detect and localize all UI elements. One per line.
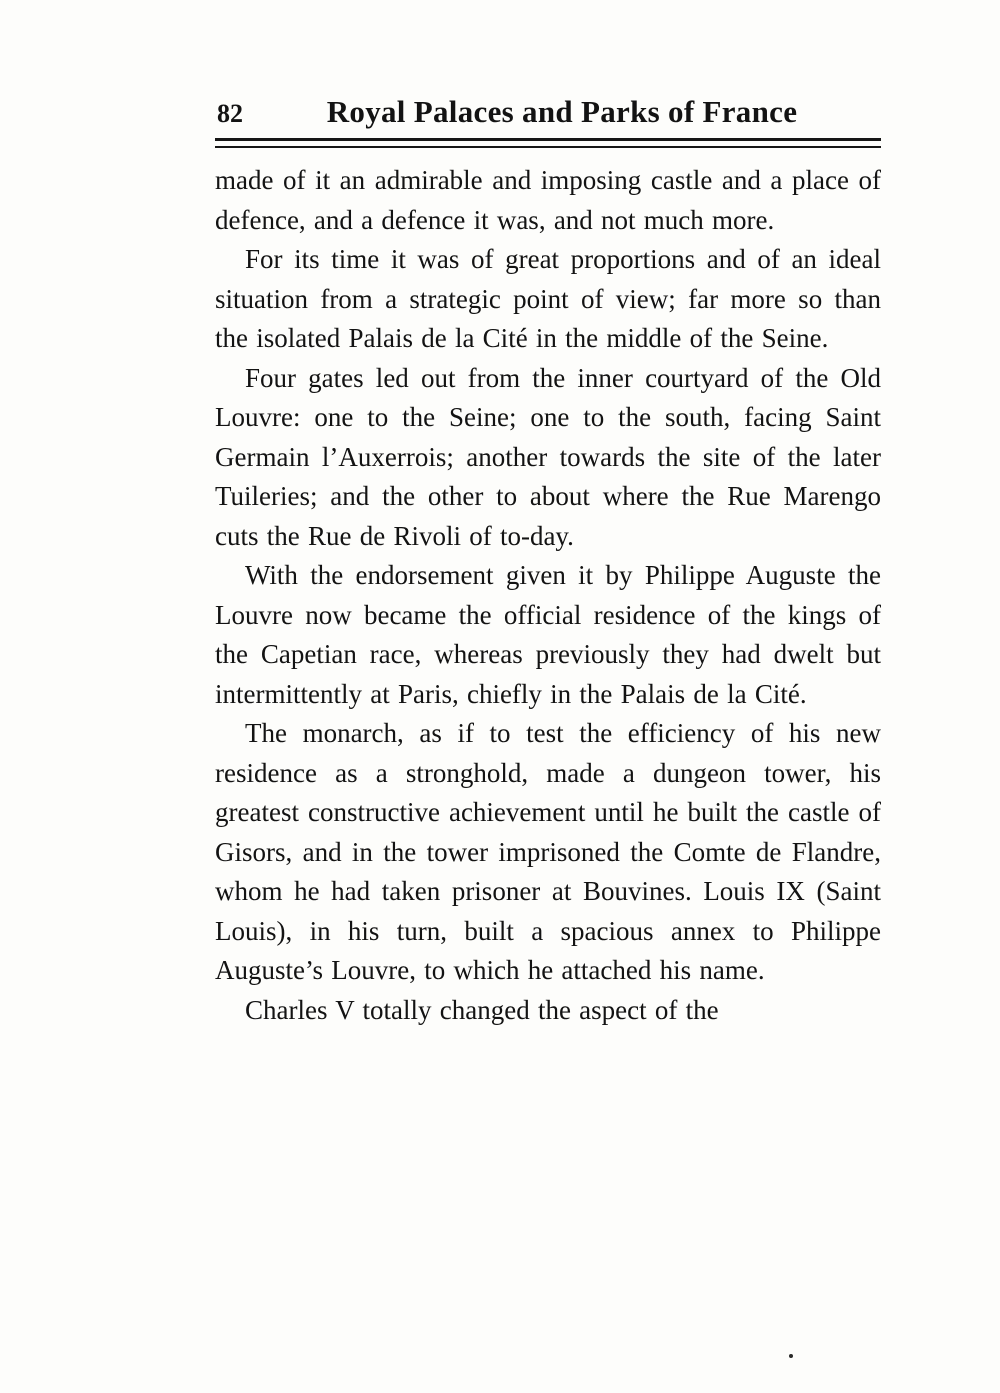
page-header bbox=[215, 94, 881, 130]
paragraph: Four gates led out from the inner courtyard of the Old Louvre: one to the Seine; one to the south, facing Saint Germain l’Auxerrois; another towards the site of the later Tuileries; and the other to about where the Rue Marengo cuts the Rue de Rivoli of to-day. bbox=[215, 362, 881, 551]
page-body bbox=[215, 161, 881, 1030]
paragraph-continuation: made of it an admirable and imposing castle and a place of defence, and a defence it was, and not much more. bbox=[215, 165, 881, 235]
paragraph: With the endorsement given it by Philippe Auguste the Louvre now became the official residence of the kings of the Capetian race, whereas previously they had dwelt but intermittently at Paris, chiefly in the Palais de la Cité. bbox=[215, 560, 881, 709]
ink-speck bbox=[789, 1354, 793, 1358]
page-number: 82 bbox=[217, 99, 243, 128]
paragraph: For its time it was of great proportions and of an ideal situation from a strategic point of view; far more so than the isolated Palais de la Cité in the middle of the Seine. bbox=[215, 244, 881, 353]
page-title: Royal Palaces and Parks of France bbox=[326, 94, 798, 129]
paragraph: Charles V totally changed the aspect of the bbox=[245, 994, 719, 1025]
paragraph: The monarch, as if to test the efficiency of his new residence as a stronghold, made a dungeon tower, his greatest constructive achievement until he built the castle of Gisors, and in the tower imprisoned the Comte de Flandre, whom he had taken prisoner at Bouvines. Louis IX (Saint Louis), in his turn, built a spacious annex to Philippe Auguste’s Louvre, to which he attached his name. bbox=[215, 718, 881, 985]
header-double-rule bbox=[215, 138, 881, 148]
